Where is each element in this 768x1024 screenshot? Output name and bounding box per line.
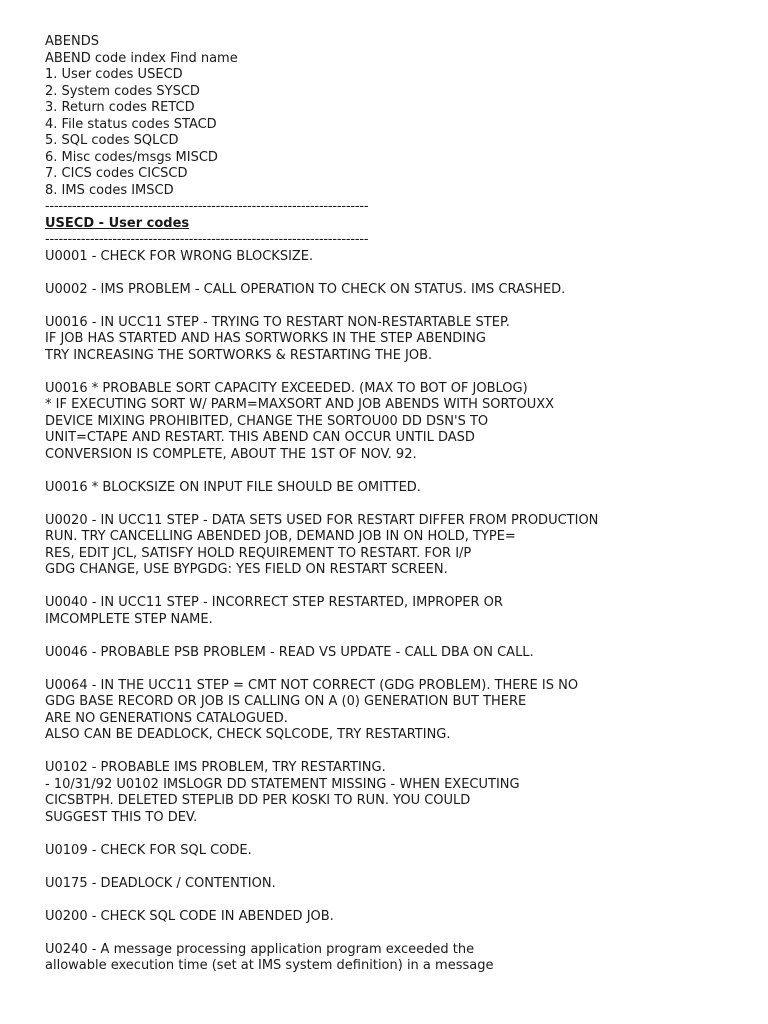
abend-entry [45, 249, 745, 266]
abend-entry-line: RES, EDIT JCL, SATISFY HOLD REQUIREMENT TO RESTART. FOR I/P [45, 545, 472, 561]
blank-line [45, 628, 745, 645]
index-item-ims-codes: 8. IMS codes IMSCD [45, 182, 174, 198]
abend-entry-line: U0064 - IN THE UCC11 STEP = CMT NOT CORRECT (GDG PROBLEM). THERE IS NO [45, 677, 579, 693]
abend-entry [45, 282, 745, 299]
index-item-sql-codes: 5. SQL codes SQLCD [45, 133, 179, 148]
divider-rule: ------------------------------------------------------------------------ [45, 232, 369, 247]
divider-rule: ------------------------------------------------------------------------ [45, 199, 369, 214]
index-item-file-status-codes: 4. File status codes STACD [45, 116, 217, 132]
doc-title: ABENDS [45, 34, 100, 49]
abend-entry-line: U0109 - CHECK FOR SQL CODE. [45, 842, 252, 858]
abend-entry-line: U0016 - IN UCC11 STEP - TRYING TO RESTART NON-RESTARTABLE STEP. [45, 314, 510, 330]
abend-entry-line: CONVERSION IS COMPLETE, ABOUT THE 1ST OF NOV. 92. [45, 446, 417, 462]
abend-entry-line: IF JOB HAS STARTED AND HAS SORTWORKS IN THE STEP ABENDING [45, 331, 486, 346]
abend-entry-line: U0001 - CHECK FOR WRONG BLOCKSIZE. [45, 248, 314, 264]
abend-entry-line: DEVICE MIXING PROHIBITED, CHANGE THE SORTOU00 DD DSN'S TO [45, 413, 489, 429]
abend-entry-line: U0016 * BLOCKSIZE ON INPUT FILE SHOULD BE OMITTED. [45, 479, 421, 495]
abend-entry-line: U0040 - IN UCC11 STEP - INCORRECT STEP RESTARTED, IMPROPER OR [45, 595, 503, 610]
abend-entry-line: TRY INCREASING THE SORTWORKS & RESTARTING THE JOB. [45, 347, 433, 363]
abend-entry [45, 315, 745, 365]
abend-entry-line: U0020 - IN UCC11 STEP - DATA SETS USED FOR RESTART DIFFER FROM PRODUCTION [45, 512, 599, 528]
abend-entry [45, 595, 745, 628]
blank-line [45, 298, 745, 315]
abend-entry-line: U0240 - A message processing application program exceeded the [45, 941, 475, 957]
index-heading: ABEND code index Find name [45, 50, 238, 66]
abend-entry-line: GDG BASE RECORD OR JOB IS CALLING ON A (0) GENERATION BUT THERE [45, 694, 527, 709]
blank-line [45, 892, 745, 909]
abend-entry-line: U0175 - DEADLOCK / CONTENTION. [45, 875, 276, 891]
document-page [45, 34, 745, 975]
abend-entry-line: U0002 - IMS PROBLEM - CALL OPERATION TO CHECK ON STATUS. IMS CRASHED. [45, 281, 566, 297]
abend-entry [45, 760, 745, 826]
index-item-system-codes: 2. System codes SYSCD [45, 83, 200, 99]
abend-entry-line: SUGGEST THIS TO DEV. [45, 809, 198, 825]
index-item-return-codes: 3. Return codes RETCD [45, 100, 195, 115]
abend-entry [45, 513, 745, 579]
blank-line [45, 744, 745, 761]
abend-entry-line: U0046 - PROBABLE PSB PROBLEM - READ VS UPDATE - CALL DBA ON CALL. [45, 644, 534, 660]
blank-line [45, 463, 745, 480]
blank-line [45, 265, 745, 282]
blank-line [45, 364, 745, 381]
section-heading: USECD - User codes [45, 215, 190, 231]
index-item-cics-codes: 7. CICS codes CICSCD [45, 166, 188, 181]
abend-entry [45, 942, 745, 975]
abend-entry-line: U0200 - CHECK SQL CODE IN ABENDED JOB. [45, 908, 334, 924]
abend-entry-line: UNIT=CTAPE AND RESTART. THIS ABEND CAN OCCUR UNTIL DASD [45, 430, 475, 445]
blank-line [45, 859, 745, 876]
index-item-misc-codes: 6. Misc codes/msgs MISCD [45, 149, 218, 165]
abend-entry-line: allowable execution time (set at IMS system definition) in a message [45, 958, 494, 973]
abend-entry-line: - 10/31/92 U0102 IMSLOGR DD STATEMENT MISSING - WHEN EXECUTING [45, 776, 520, 792]
index-item-user-codes: 1. User codes USECD [45, 67, 183, 82]
abend-entry-line: * IF EXECUTING SORT W/ PARM=MAXSORT AND JOB ABENDS WITH SORTOUXX [45, 397, 555, 412]
blank-line [45, 925, 745, 942]
abend-entries-list [45, 249, 745, 975]
code-index-list [45, 67, 745, 199]
abend-entry [45, 645, 745, 662]
blank-line [45, 661, 745, 678]
abend-entry [45, 480, 745, 497]
abend-entry-line: ARE NO GENERATIONS CATALOGUED. [45, 710, 288, 726]
abend-entry-line: U0102 - PROBABLE IMS PROBLEM, TRY RESTARTING. [45, 760, 386, 775]
abend-entry-line: GDG CHANGE, USE BYPGDG: YES FIELD ON RESTART SCREEN. [45, 562, 448, 577]
abend-entry [45, 843, 745, 860]
abend-entry [45, 876, 745, 893]
blank-line [45, 579, 745, 596]
abend-entry-line: CICSBTPH. DELETED STEPLIB DD PER KOSKI TO RUN. YOU COULD [45, 793, 471, 808]
abend-entry [45, 678, 745, 744]
abend-entry-line: U0016 * PROBABLE SORT CAPACITY EXCEEDED. (MAX TO BOT OF JOBLOG) [45, 380, 528, 396]
blank-line [45, 826, 745, 843]
blank-line [45, 496, 745, 513]
abend-entry-line: IMCOMPLETE STEP NAME. [45, 611, 213, 627]
abend-entry-line: ALSO CAN BE DEADLOCK, CHECK SQLCODE, TRY RESTARTING. [45, 727, 451, 742]
abend-entry-line: RUN. TRY CANCELLING ABENDED JOB, DEMAND JOB IN ON HOLD, TYPE= [45, 529, 516, 544]
abend-entry [45, 381, 745, 464]
abend-entry [45, 909, 745, 926]
